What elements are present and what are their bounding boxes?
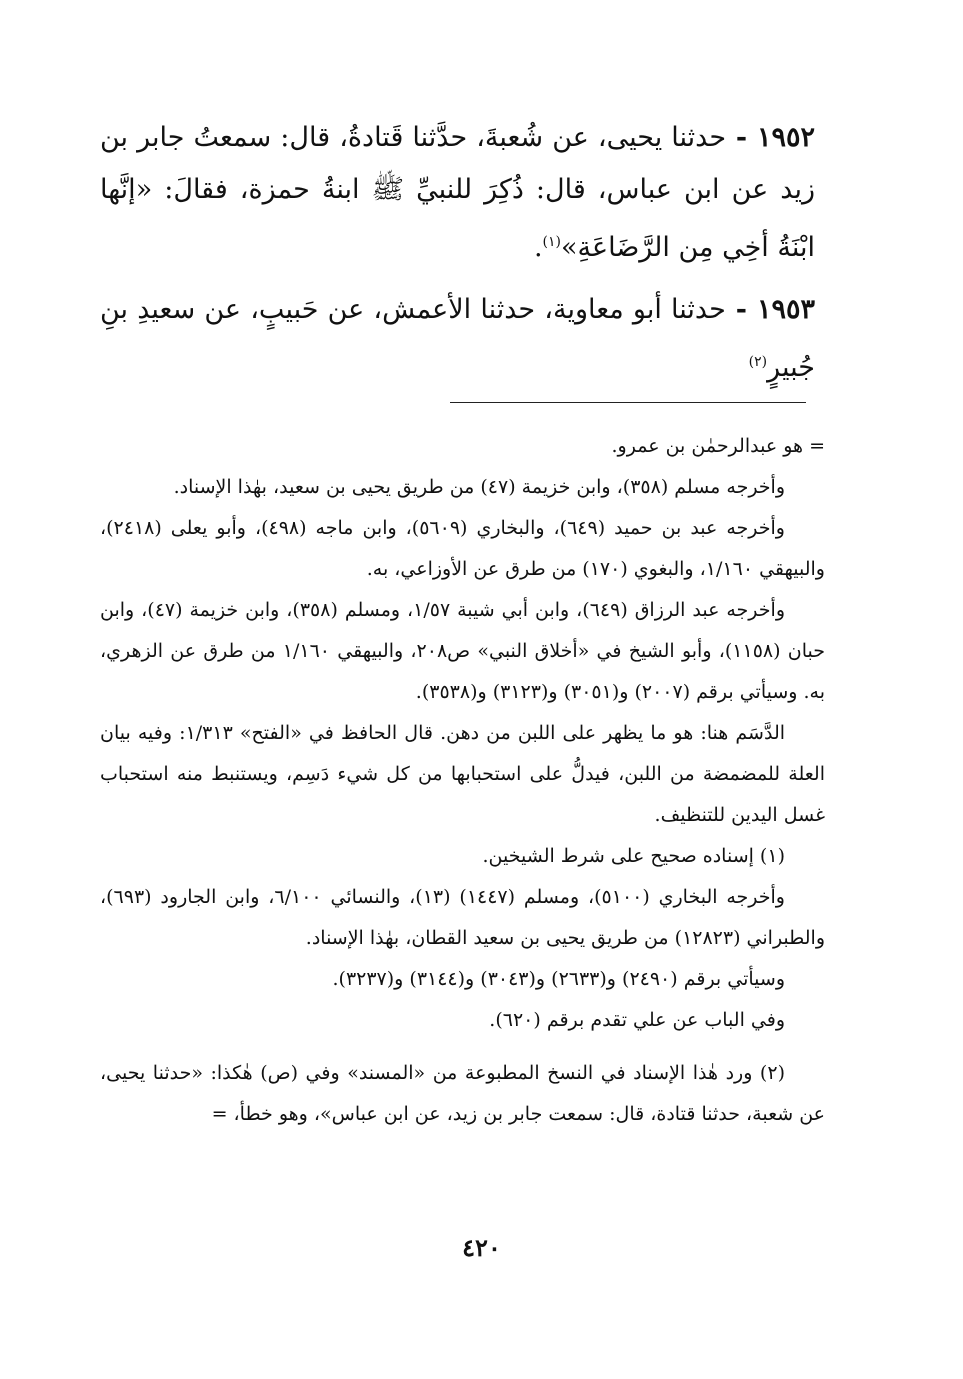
footnote-reference: (١)	[542, 234, 562, 250]
footnote-paragraph: وفي الباب عن علي تقدم برقم (٦٢٠).	[489, 1009, 785, 1031]
hadith-text: حدثنا يحيى، عن شُعبةَ، حدَّثنا قَتادةُ، قال: سمعتُ جابر بن زيد عن ابن عباس، قال: ذُكِرَ للنبيِّ ﷺ ابنةُ حمزة، فقالَ: «إنَّها ابْنَةُ أخِي مِن الرَّضَاعَةِ»	[100, 122, 815, 263]
footnote-paragraph: وأخرجه البخاري (٥١٠٠)، ومسلم (١٤٤٧) (١٣)، والنسائي ٦/١٠٠، وابن الجارود (٦٩٣)، والطبراني (١٢٨٢٣) من طريق يحيى بن سعيد القطان، بهٰذا الإسناد.	[100, 886, 825, 949]
footnote-1-heading: (١) إسناده صحيح على شرط الشيخين.	[482, 845, 785, 867]
hadith-1953	[100, 284, 815, 394]
main-text	[100, 112, 815, 404]
hadith-number: ١٩٥٢ -	[726, 122, 815, 153]
footnote-paragraph: الدَّسَم هنا: هو ما يظهر على اللبن من دهن. قال الحافظ في «الفتح» ١/٣١٣: وفيه بيان العلة للمضمضة من اللبن، فيدلُّ على استحبابها من كل شيء دَسِم، ويستنبط منه استحباب غسل اليدين للتنظيف.	[100, 722, 825, 826]
hadith-number: ١٩٥٣ -	[725, 294, 815, 325]
footnote-reference: (٢)	[748, 354, 768, 370]
footnotes	[100, 426, 825, 1135]
footnote-paragraph: وسيأتي برقم (٢٤٩٠) و(٢٦٣٣) و(٣٠٤٣) و(٣١٤٤) و(٣٢٣٧).	[332, 968, 785, 990]
hadith-end: .	[533, 232, 543, 263]
footnote-separator	[450, 402, 806, 403]
hadith-1952	[100, 112, 815, 274]
footnote-2: (٢) ورد هٰذا الإسناد في النسخ المطبوعة من «المسند» وفي (ص) هٰكذا: «حدثنا يحيى، عن شعبة، حدثنا قتادة، قال: سمعت جابر بن زيد، عن ابن عباس»، وهو خطأ، =	[100, 1062, 825, 1125]
footnote-paragraph: وأخرجه عبد الرزاق (٦٤٩)، وابن أبي شيبة ١/٥٧، ومسلم (٣٥٨)، وابن خزيمة (٤٧)، وابن حبان (١١٥٨)، وأبو الشيخ في «أخلاق النبي» ص٢٠٨، والبيهقي ١/١٦٠ من طرق عن الزهري، به. وسيأتي برقم (٢٠٠٧) و(٣٠٥١) و(٣١٢٣) و(٣٥٣٨).	[100, 599, 825, 703]
footnote-paragraph: وأخرجه مسلم (٣٥٨)، وابن خزيمة (٤٧) من طريق يحيى بن سعيد، بهٰذا الإسناد.	[173, 476, 785, 498]
hadith-text: حدثنا أبو معاوية، حدثنا الأعمش، عن حَبيبٍ، عن سعيدِ بنِ جُبيرٍ	[100, 294, 815, 383]
footnote-paragraph: وأخرجه عبد بن حميد (٦٤٩)، والبخاري (٥٦٠٩)، وابن ماجه (٤٩٨)، وأبو يعلى (٢٤١٨)، والبيهقي ١/١٦٠، والبغوي (١٧٠) من طرق عن الأوزاعي، به.	[100, 517, 825, 580]
footnote-continuation: = هو عبدالرحمٰن بن عمرو.	[611, 435, 825, 457]
page-number: ٤٢٠	[462, 1233, 501, 1262]
